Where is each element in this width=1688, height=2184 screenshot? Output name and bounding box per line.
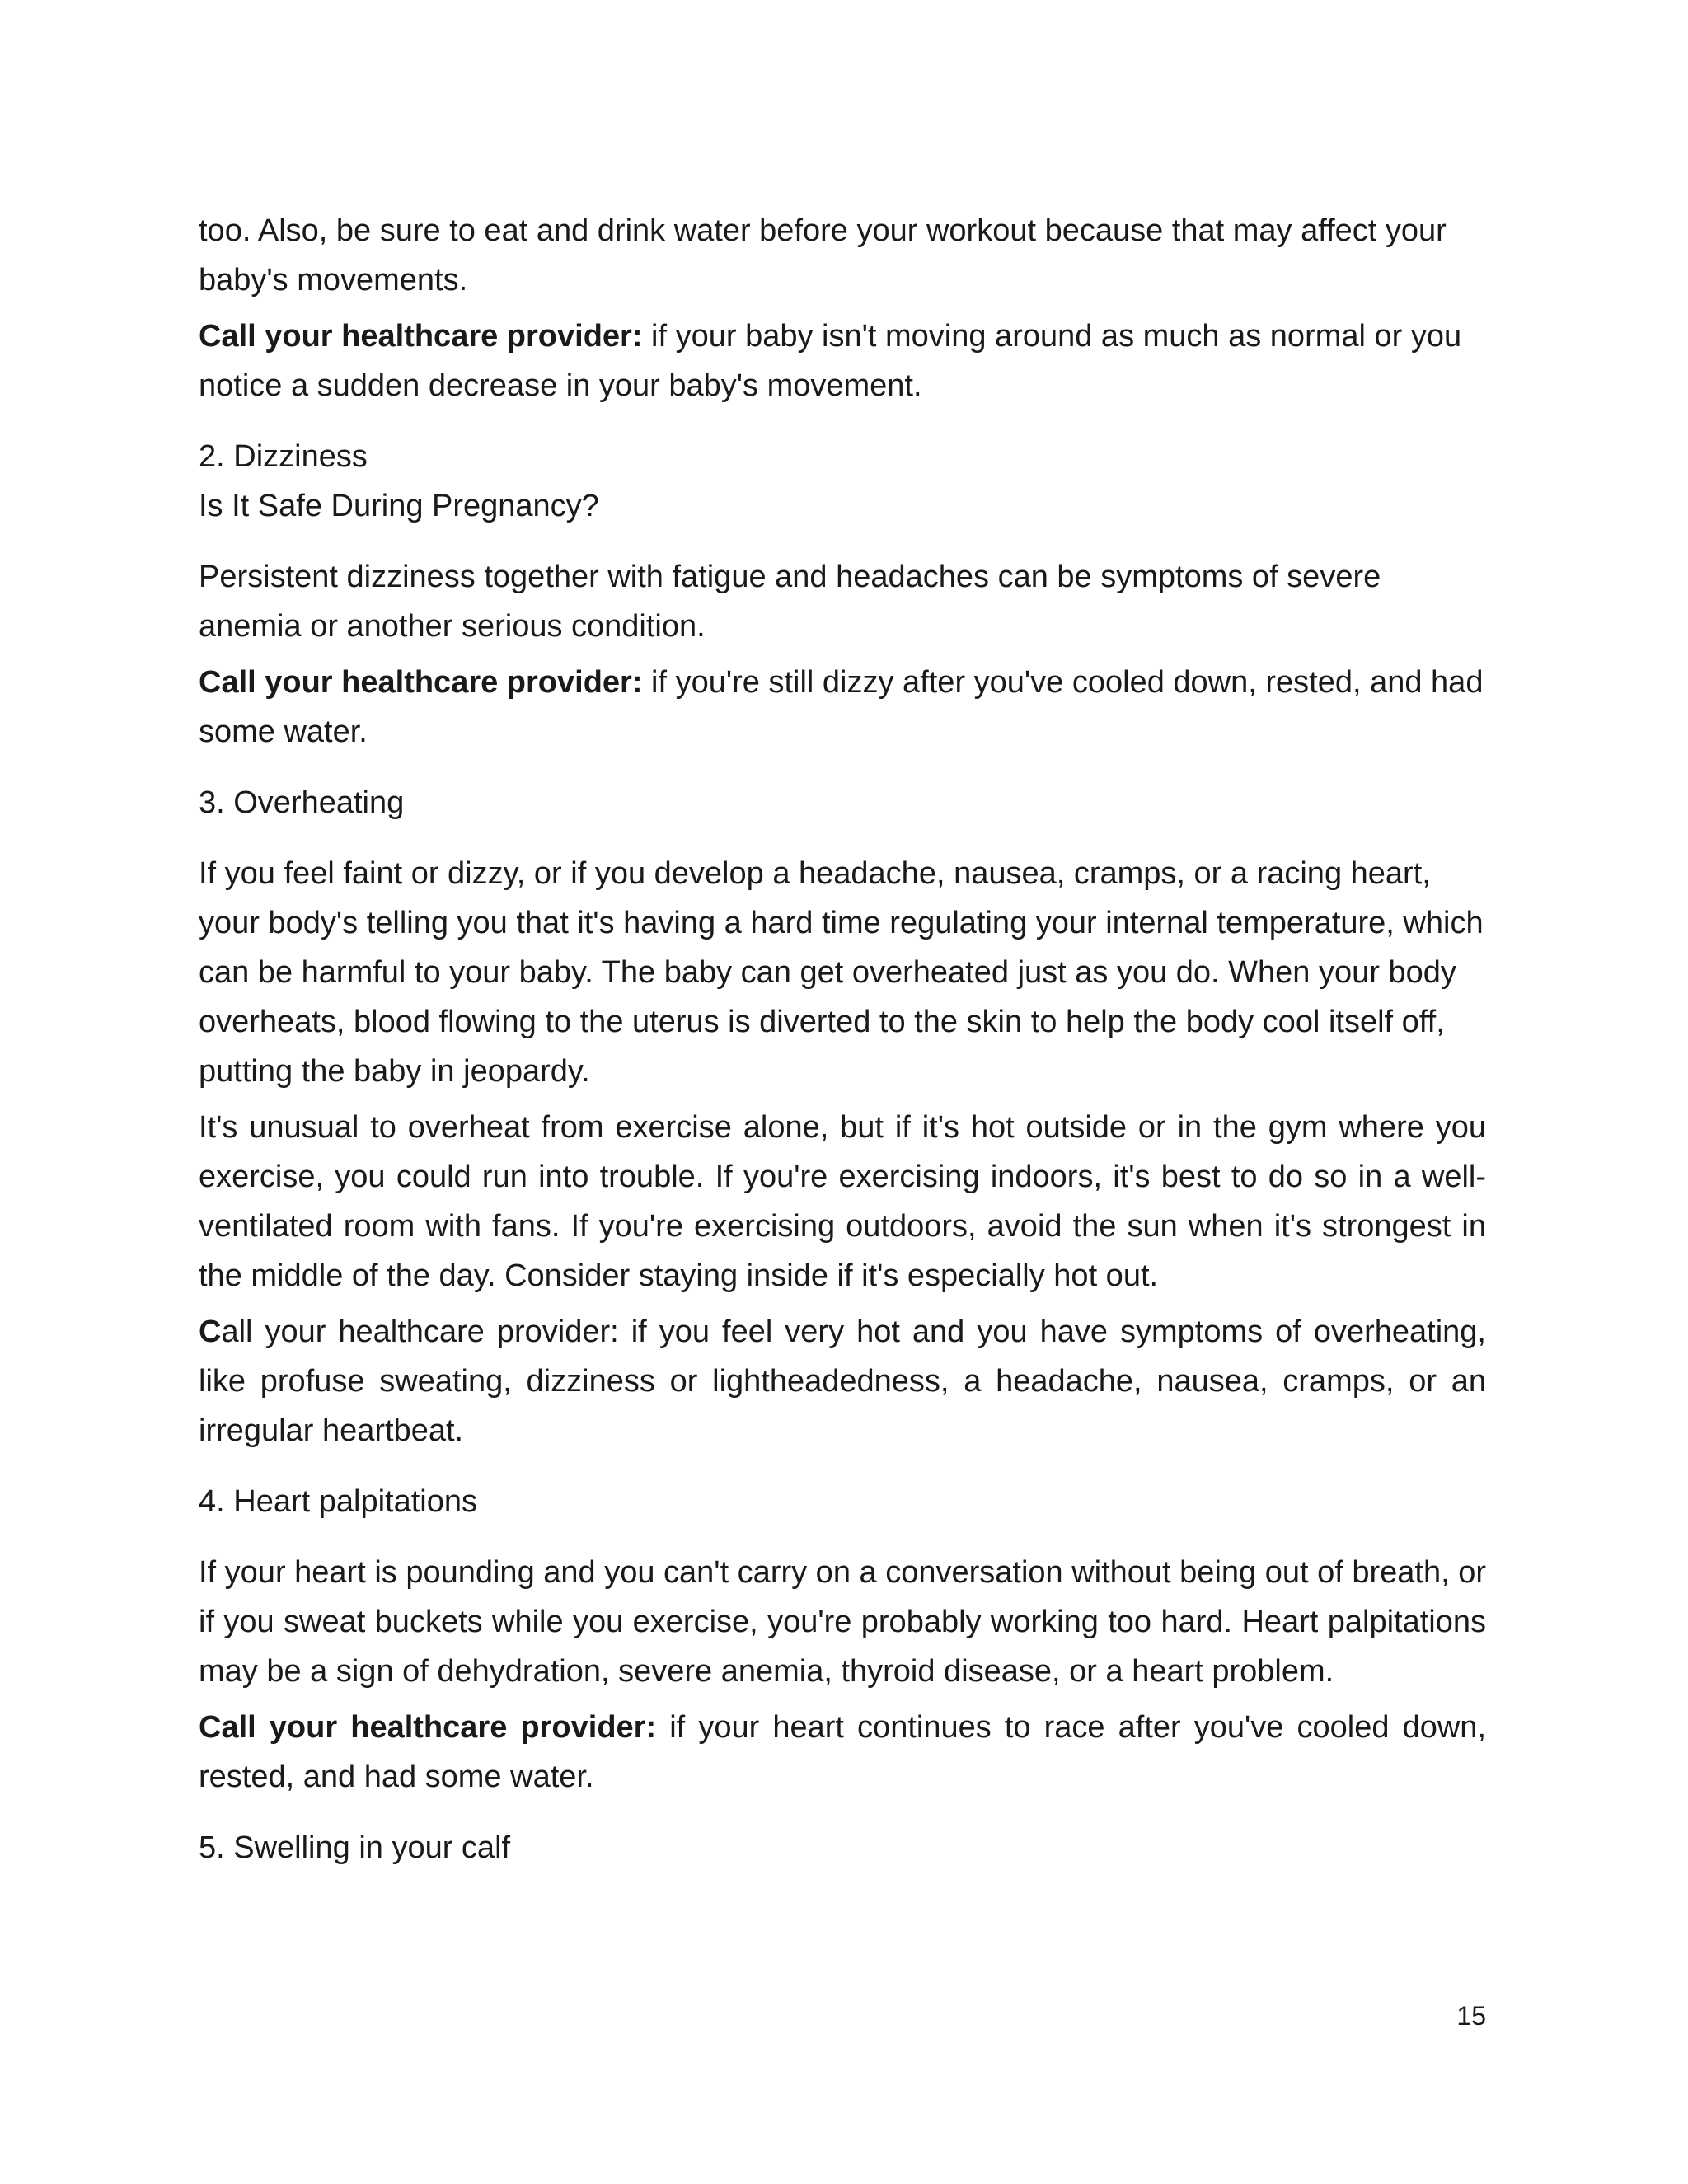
call-provider-text: if you're still dizzy after you've cooled down, rested, and had some water. — [199, 665, 1484, 749]
section-heading-dizziness: 2. Dizziness — [199, 439, 368, 474]
heart-palpitations-paragraph: If your heart is pounding and you can't carry on a conversation without being out of breath, or if you sweat buckets while you exercise, you're probably working too hard. Heart palpitations may be a sign of dehydration, severe anemia, thyroid disease, or a heart problem. — [199, 1555, 1486, 1689]
call-provider-label: Call your healthcare provider: — [199, 319, 643, 354]
intro-paragraph: too. Also, be sure to eat and drink water before your workout because that may affect your baby's movements. — [199, 213, 1447, 298]
call-provider-text: if your heart continues to race after you've cooled down, rested, and had some water. — [199, 1710, 1486, 1794]
call-provider-note-1 — [199, 312, 1486, 410]
call-provider-label: Call your healthcare provider: — [199, 665, 643, 700]
section-heading-heart-palpitations: 4. Heart palpitations — [199, 1484, 477, 1519]
call-provider-text: if your baby isn't moving around as much as normal or you notice a sudden decrease in your baby's movement. — [199, 319, 1462, 403]
section-subheading-safety: Is It Safe During Pregnancy? — [199, 489, 599, 523]
call-provider-initial: C — [199, 1315, 222, 1349]
section-heading-overheating: 3. Overheating — [199, 785, 405, 820]
overheating-paragraph-2: It's unusual to overheat from exercise alone, but if it's hot outside or in the gym where you exercise, you could run into trouble. If you're exercising indoors, it's best to do so in a well-ventilated room with fans. If you're exercising outdoors, avoid the sun when it's strongest in the middle of the day. Consider staying inside if it's especially hot out. — [199, 1110, 1486, 1293]
page-body — [199, 206, 1486, 1872]
call-provider-text: all your healthcare provider: if you feel very hot and you have symptoms of overheating, like profuse sweating, dizziness or lightheadedness, a headache, nausea, cramps, or an irregular heartbeat. — [199, 1315, 1486, 1448]
call-provider-label: Call your healthcare provider: — [199, 1710, 657, 1745]
page-number: 15 — [1456, 2001, 1486, 2031]
call-provider-note-4 — [199, 1703, 1486, 1802]
call-provider-note-3 — [199, 1307, 1486, 1455]
call-provider-note-2 — [199, 658, 1486, 757]
dizziness-paragraph: Persistent dizziness together with fatigue and headaches can be symptoms of severe anemia or another serious condition. — [199, 560, 1381, 644]
section-heading-swelling: 5. Swelling in your calf — [199, 1830, 511, 1865]
overheating-paragraph-1: If you feel faint or dizzy, or if you develop a headache, nausea, cramps, or a racing heart, your body's telling you that it's having a hard time regulating your internal temperature, which can be harmful to your baby. The baby can get overheated just as you do. When your body overheats, blood flowing to the uterus is diverted to the skin to help the body cool itself off, putting the baby in jeopardy. — [199, 856, 1484, 1089]
